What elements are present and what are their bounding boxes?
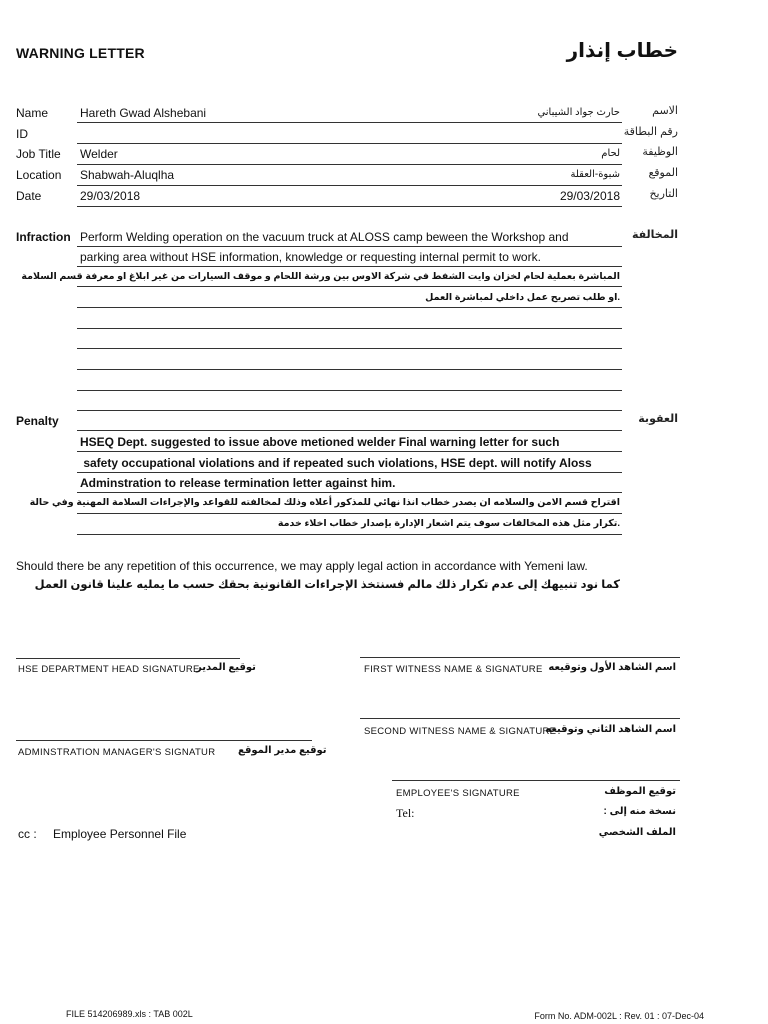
location-label-arabic: الموقع xyxy=(648,167,678,179)
second-witness-label-arabic: اسم الشاهد الثاني وتوقيعه xyxy=(545,724,676,735)
name-value: Hareth Gwad Alshebani xyxy=(80,106,207,120)
employee-signature-label: EMPLOYEE'S SIGNATURE xyxy=(396,788,520,799)
footer-form-number: Form No. ADM-002L : Rev. 01 : 07-Dec-04 xyxy=(534,1011,704,1021)
first-witness-label: FIRST WITNESS NAME & SIGNATURE xyxy=(364,664,543,675)
infraction-text-line-2: parking area without HSE information, knowledge or requesting internal permit to work. xyxy=(80,250,541,264)
name-label-arabic: الاسم xyxy=(652,105,678,117)
legal-notice-arabic: كما نود تنبيهك إلى عدم تكرار ذلك مالم فسنتخذ الإجراءات القانونية بحقك حسب ما يمليه علينا قانون العمل xyxy=(34,579,620,591)
penalty-label-arabic: العقوبة xyxy=(638,413,678,425)
hse-head-signature-label: HSE DEPARTMENT HEAD SIGNATURE xyxy=(18,664,200,675)
employee-signature-label-arabic: توقيع الموظف xyxy=(604,786,676,797)
infraction-rule-7 xyxy=(77,369,622,370)
location-label: Location xyxy=(16,168,62,182)
infraction-rule-3 xyxy=(77,286,622,287)
penalty-label: Penalty xyxy=(16,414,59,428)
infraction-label-arabic: المخالفة xyxy=(631,229,678,241)
date-label: Date xyxy=(16,189,42,203)
infraction-rule-9 xyxy=(77,410,622,411)
hse-head-signature-label-arabic: توقيع المدير xyxy=(196,662,256,673)
location-value: Shabwah-Aluqlha xyxy=(80,168,175,182)
penalty-rule-1 xyxy=(77,430,622,431)
first-witness-label-arabic: اسم الشاهد الأول وتوقيعه xyxy=(548,662,676,673)
penalty-arabic-line-2: .تكرار مثل هذه المخالفات سوف يتم اشعار الإدارة بإصدار خطاب اخلاء خدمة xyxy=(277,518,620,529)
date-field-line xyxy=(77,206,622,207)
legal-notice: Should there be any repetition of this occurrence, we may apply legal action in accordance with Yemeni law. xyxy=(16,559,588,573)
location-field-line xyxy=(77,185,622,186)
name-label: Name xyxy=(16,106,49,120)
infraction-rule-8 xyxy=(77,390,622,391)
employee-signature-line xyxy=(392,780,680,781)
penalty-rule-3 xyxy=(77,472,622,473)
admin-manager-signature-label-arabic: توقيع مدير الموقع xyxy=(238,745,327,756)
name-field-line xyxy=(77,122,622,123)
cc-label: cc : xyxy=(18,827,37,841)
infraction-rule-2 xyxy=(77,266,622,267)
infraction-arabic-line-2: .او طلب تصريح عمل داخلي لمباشرة العمل xyxy=(425,292,620,303)
cc-value: Employee Personnel File xyxy=(53,827,187,841)
infraction-text-line-1: Perform Welding operation on the vacuum truck at ALOSS camp beween the Workshop and xyxy=(80,230,569,244)
infraction-rule-5 xyxy=(77,328,622,329)
penalty-rule-5 xyxy=(77,513,622,514)
admin-manager-signature-line xyxy=(16,740,312,741)
date-value: 29/03/2018 xyxy=(80,189,141,203)
job-title-value: Welder xyxy=(80,147,118,161)
job-title-label: Job Title xyxy=(16,147,61,161)
second-witness-signature-line xyxy=(360,718,680,719)
cc-value-arabic: الملف الشخصي xyxy=(598,827,676,838)
penalty-text-line-2: safety occupational violations and if repeated such violations, HSE dept. will notify Aloss xyxy=(80,456,592,470)
id-field-line xyxy=(77,143,622,144)
penalty-rule-4 xyxy=(77,492,622,493)
job-title-value-arabic: لحام xyxy=(601,148,620,159)
page-title-arabic: خطاب إنذار xyxy=(566,40,678,62)
id-label-arabic: رقم البطاقة xyxy=(623,126,678,138)
name-value-arabic: حارث جواد الشيباني xyxy=(537,107,620,118)
penalty-arabic-line-1: اقتراح قسم الامن والسلامه ان يصدر خطاب انذا نهائي للمذكور أعلاه وذلك لمخالفته للقواعد والإجراءات السلامة المهنية وفي حالة xyxy=(29,497,620,508)
first-witness-signature-line xyxy=(360,657,680,658)
infraction-arabic-line-1: المباشرة بعملية لحام لخزان وايت الشفط في شركة الاوس بين ورشة اللحام و موقف السيارات من غير ابلاغ او معرفة قسم السلامة xyxy=(21,271,620,282)
infraction-label: Infraction xyxy=(16,230,71,244)
job-title-field-line xyxy=(77,164,622,165)
penalty-text-line-3: Adminstration to release termination letter against him. xyxy=(80,476,396,490)
penalty-rule-2 xyxy=(77,451,622,452)
second-witness-label: SECOND WITNESS NAME & SIGNATURE xyxy=(364,726,557,737)
admin-manager-signature-label: ADMINSTRATION MANAGER'S SIGNATUR xyxy=(18,747,216,758)
footer-file-name: FILE 514206989.xls : TAB 002L xyxy=(66,1009,193,1019)
id-label: ID xyxy=(16,127,28,141)
hse-head-signature-line xyxy=(16,658,240,659)
penalty-rule-6 xyxy=(77,534,622,535)
date-value-arabic: 29/03/2018 xyxy=(559,189,620,203)
infraction-rule-6 xyxy=(77,348,622,349)
page-title: WARNING LETTER xyxy=(16,45,145,61)
location-value-arabic: شبوة-العقلة xyxy=(570,169,620,180)
penalty-text-line-1: HSEQ Dept. suggested to issue above metioned welder Final warning letter for such xyxy=(80,435,560,449)
job-title-label-arabic: الوظيفة xyxy=(642,146,678,158)
date-label-arabic: التاريخ xyxy=(649,188,678,200)
infraction-rule-4 xyxy=(77,307,622,308)
copy-to-label-arabic: نسخة منه إلى : xyxy=(603,806,676,817)
infraction-rule-1 xyxy=(77,246,622,247)
tel-label: Tel: xyxy=(396,806,415,820)
